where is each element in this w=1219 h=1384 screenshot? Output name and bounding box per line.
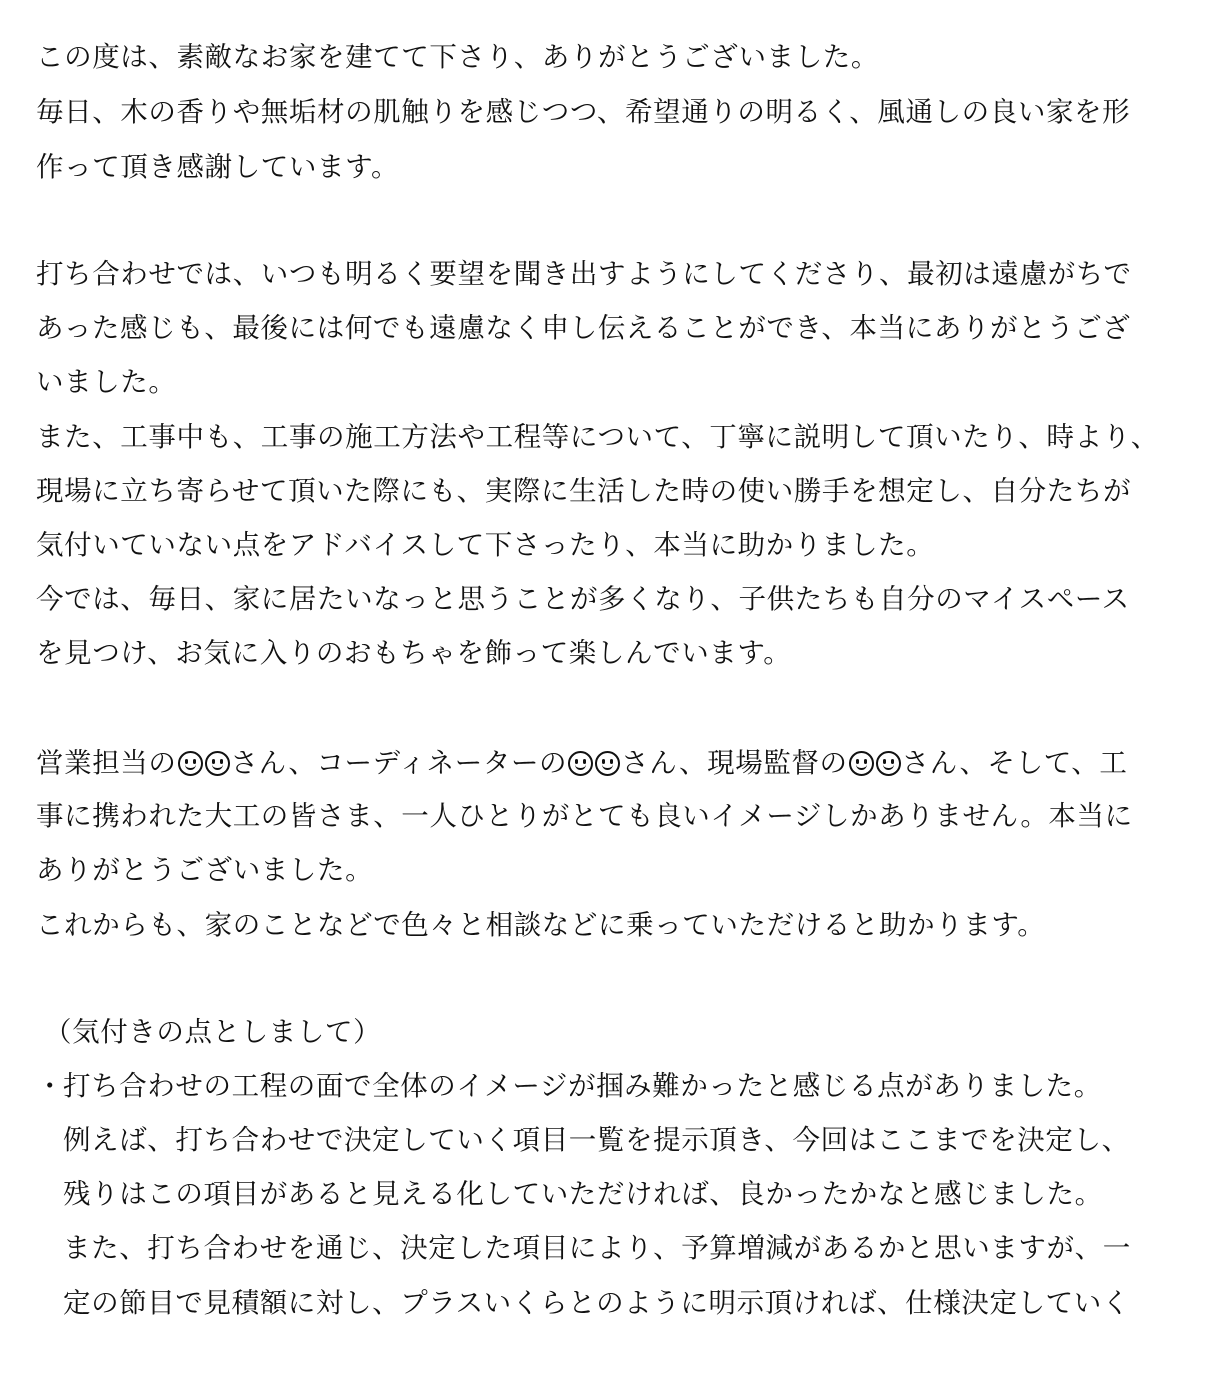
text-line: ありがとうございました。 bbox=[36, 854, 374, 886]
smiley-icon bbox=[205, 751, 230, 776]
bullet-line bbox=[36, 1067, 1102, 1105]
text-line: を見つけ、お気に入りのおもちゃを飾って楽しんでいます。 bbox=[36, 637, 792, 669]
bullet-icon: ・ bbox=[36, 1070, 65, 1102]
text-line: 定の節目で見積額に対し、プラスいくらとのように明示頂ければ、仕様決定していく bbox=[63, 1287, 1130, 1319]
text-segment: さん、そして、工 bbox=[901, 747, 1128, 779]
text-line-with-names bbox=[36, 744, 1128, 782]
text-line: 現場に立ち寄らせて頂いた際にも、実際に生活した時の使い勝手を想定し、自分たちが bbox=[36, 475, 1132, 507]
text-segment: 打ち合わせの工程の面で全体のイメージが掴み難かったと感じる点がありました。 bbox=[63, 1070, 1102, 1102]
text-line: また、工事中も、工事の施工方法や工程等について、丁寧に説明して頂いたり、時より、 bbox=[36, 421, 1159, 453]
text-segment: さん、コーディネーターの bbox=[230, 747, 568, 779]
text-line: 今では、毎日、家に居たいなっと思うことが多くなり、子供たちも自分のマイスペース bbox=[36, 583, 1130, 615]
text-line: 気付いていない点をアドバイスして下さったり、本当に助かりました。 bbox=[36, 529, 935, 561]
smiley-icon bbox=[595, 751, 620, 776]
text-line: 事に携われた大工の皆さま、一人ひとりがとても良いイメージしかありません。本当に bbox=[36, 800, 1133, 832]
text-line: あった感じも、最後には何でも遠慮なく申し伝えることができ、本当にありがとうござ bbox=[36, 312, 1131, 344]
smiley-icon bbox=[849, 751, 874, 776]
text-line: この度は、素敵なお家を建てて下さり、ありがとうございました。 bbox=[36, 41, 879, 73]
text-segment: さん、現場監督の bbox=[621, 747, 848, 779]
text-line: 毎日、木の香りや無垢材の肌触りを感じつつ、希望通りの明るく、風通しの良い家を形 bbox=[36, 96, 1131, 128]
smiley-icon bbox=[178, 751, 203, 776]
text-line: 打ち合わせでは、いつも明るく要望を聞き出すようにしてくださり、最初は遠慮がちで bbox=[36, 258, 1132, 290]
text-line: 作って頂き感謝しています。 bbox=[36, 151, 400, 183]
text-line: いました。 bbox=[36, 366, 177, 398]
text-line: 例えば、打ち合わせで決定していく項目一覧を提示頂き、今回はここまでを決定し、 bbox=[63, 1124, 1130, 1156]
smiley-icon bbox=[876, 751, 901, 776]
section-heading: （気付きの点としまして） bbox=[44, 1016, 382, 1048]
text-line: 残りはこの項目があると見える化していただければ、良かったかなと感じました。 bbox=[63, 1178, 1103, 1210]
text-line: また、打ち合わせを通じ、決定した項目により、予算増減があるかと思いますが、一 bbox=[63, 1232, 1131, 1264]
text-line: これからも、家のことなどで色々と相談などに乗っていただけると助かります。 bbox=[36, 909, 1046, 941]
smiley-icon bbox=[568, 751, 593, 776]
text-segment: 営業担当の bbox=[36, 747, 177, 779]
